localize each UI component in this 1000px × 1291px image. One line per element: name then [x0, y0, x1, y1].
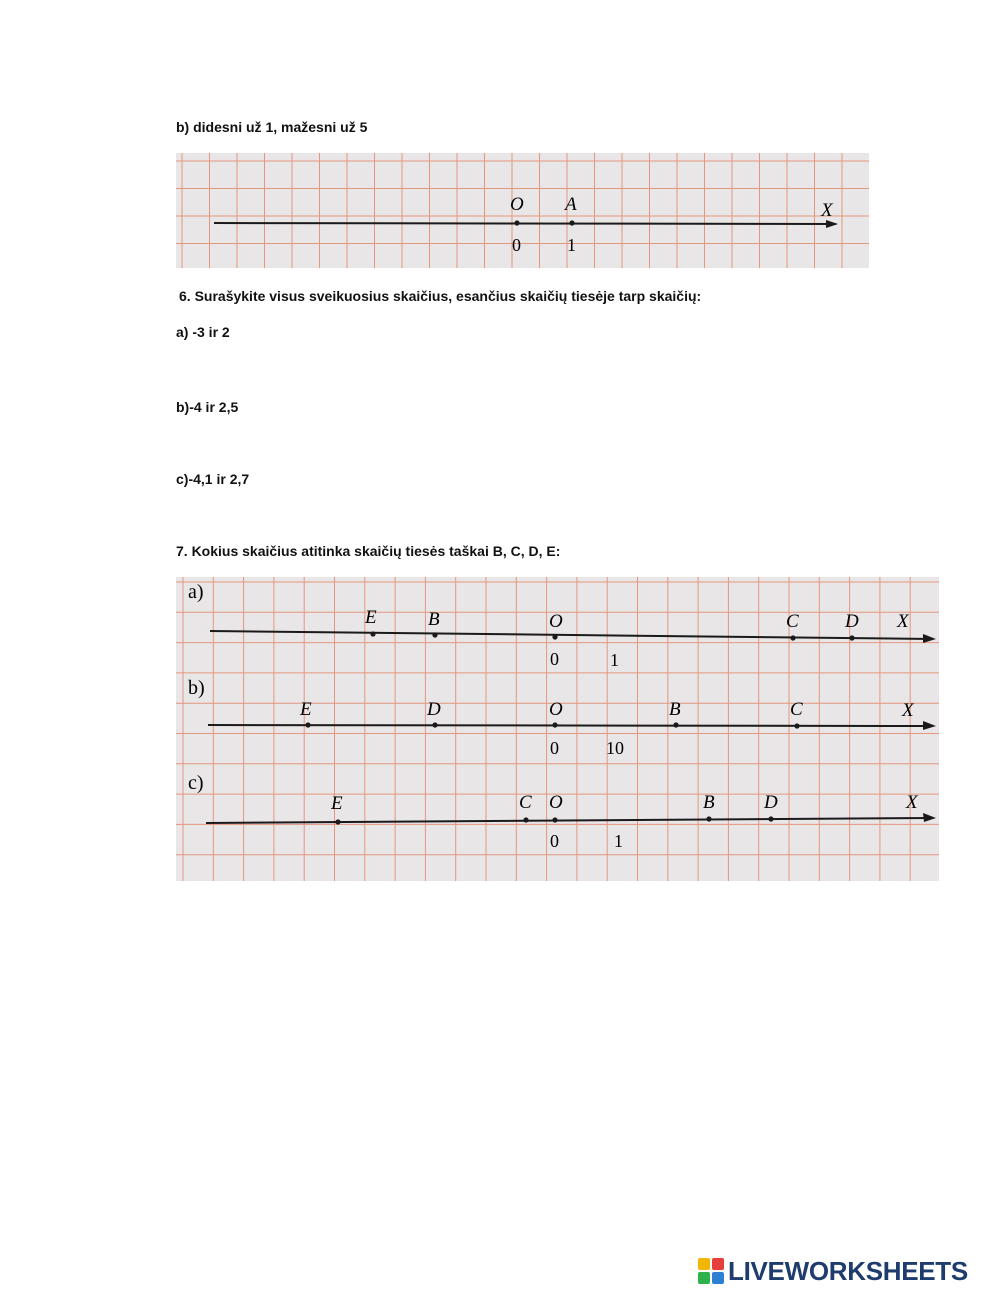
row-a-point-c-dot — [790, 635, 795, 640]
task-6b-label: b)-4 ir 2,5 — [176, 399, 239, 415]
row-a-point-o-dot — [552, 634, 557, 639]
row-c-point-d-label: D — [764, 792, 778, 813]
liveworksheets-logo[interactable] — [698, 1255, 968, 1287]
row-a-axis — [210, 631, 933, 639]
row-c-point-o-label: O — [549, 792, 563, 813]
number-line-7-svg — [176, 577, 939, 881]
row-b-point-c-dot — [794, 723, 799, 728]
task-5b-label: b) didesni už 1, mažesni už 5 — [176, 119, 368, 135]
row-a-point-c-label: C — [786, 611, 799, 632]
row-a-point-e-dot — [370, 631, 375, 636]
liveworksheets-logo-text: LIVEWORKSHEETS — [728, 1255, 968, 1286]
row-c-point-b-label: B — [703, 792, 715, 813]
number-line-figure-5b — [176, 153, 869, 268]
row-c-point-e-label: E — [331, 793, 343, 814]
number-line-figure-7 — [176, 577, 939, 881]
row-b-point-o-label: O — [549, 699, 563, 720]
row-a-point-d-dot — [849, 635, 854, 640]
row-c-point-c-label: C — [519, 792, 532, 813]
axis-x-label: X — [821, 200, 833, 221]
row-b-arrow-icon — [923, 721, 936, 730]
row-b-point-b-dot — [673, 722, 678, 727]
row-a-tick-1: 1 — [610, 650, 619, 670]
row-b-point-b-label: B — [669, 699, 681, 720]
row-a-arrow-icon — [923, 634, 936, 643]
point-a-dot — [569, 220, 574, 225]
row-a-point-b-dot — [432, 632, 437, 637]
row-c-arrow-icon — [923, 813, 936, 822]
tick-0-label: 0 — [512, 235, 521, 255]
row-a-point-o-label: O — [549, 611, 563, 632]
row-c-point-o-dot — [552, 817, 557, 822]
row-a-label: a) — [188, 581, 204, 603]
row-a-tick-0: 0 — [550, 649, 559, 669]
row-b-label: b) — [188, 677, 205, 699]
point-o-label: O — [510, 194, 524, 215]
row-a-point-b-label: B — [428, 609, 440, 630]
row-a-axis-x-label: X — [897, 611, 909, 632]
axis-arrow-icon — [826, 220, 838, 228]
row-c-tick-1: 1 — [614, 831, 623, 851]
row-b-point-d-label: D — [427, 699, 441, 720]
row-b-tick-10: 10 — [606, 738, 624, 758]
row-b-point-e-dot — [305, 722, 310, 727]
task-6c-label: c)-4,1 ir 2,7 — [176, 471, 250, 487]
row-c-point-b-dot — [706, 816, 711, 821]
row-c-point-d-dot — [768, 816, 773, 821]
point-o-dot — [514, 220, 519, 225]
number-line-5b-axis — [214, 223, 836, 224]
task-6-heading: 6. Surašykite visus sveikuosius skaičius, esančius skaičių tiesėje tarp skaičių: — [179, 288, 702, 304]
task-7-heading: 7. Kokius skaičius atitinka skaičių tiesės taškai B, C, D, E: — [176, 543, 561, 559]
task-6a-label: a) -3 ir 2 — [176, 324, 230, 340]
row-b-point-e-label: E — [300, 699, 312, 720]
row-c-axis-x-label: X — [906, 792, 918, 813]
point-a-label: A — [565, 194, 577, 215]
row-b-point-o-dot — [552, 722, 557, 727]
tick-1-label: 1 — [567, 235, 576, 255]
row-c-point-e-dot — [335, 819, 340, 824]
number-line-5b-svg — [176, 153, 869, 268]
row-b-axis — [208, 725, 933, 726]
row-c-axis — [206, 818, 933, 823]
row-b-point-d-dot — [432, 722, 437, 727]
row-b-tick-0: 0 — [550, 738, 559, 758]
row-a-point-d-label: D — [845, 611, 859, 632]
row-b-point-c-label: C — [790, 699, 803, 720]
liveworksheets-logo-icon — [698, 1258, 724, 1284]
row-a-point-e-label: E — [365, 607, 377, 628]
row-c-point-c-dot — [523, 817, 528, 822]
row-b-axis-x-label: X — [902, 700, 914, 721]
row-c-label: c) — [188, 772, 204, 794]
row-c-tick-0: 0 — [550, 831, 559, 851]
